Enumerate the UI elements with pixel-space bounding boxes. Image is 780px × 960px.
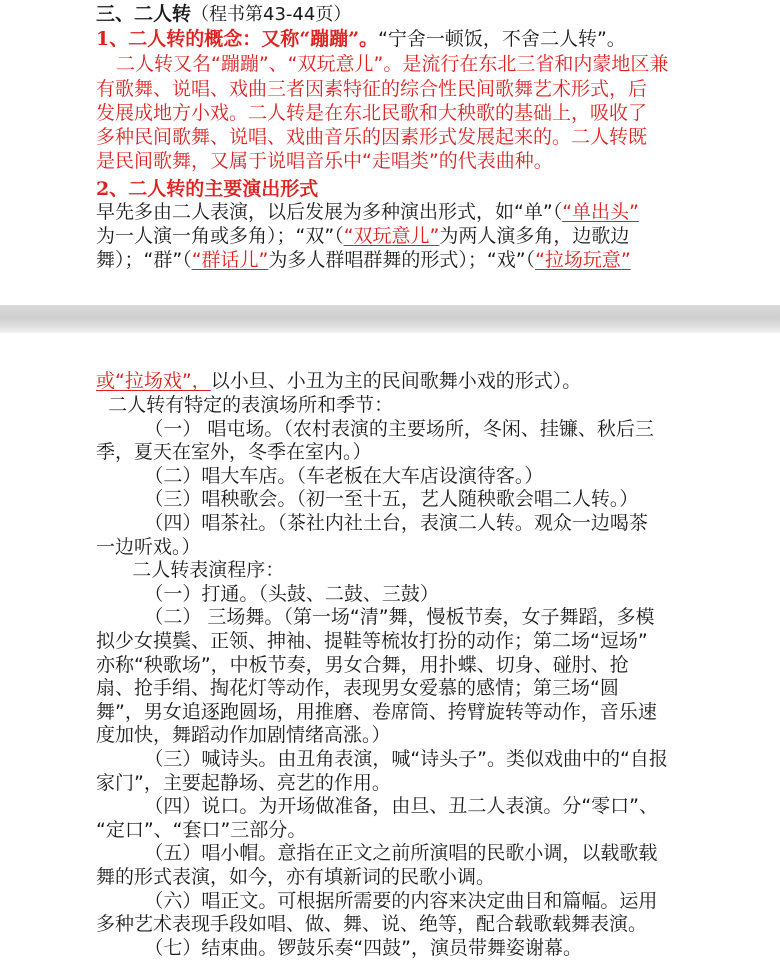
section-heading-reference: （程书第43-44页） — [191, 4, 352, 25]
body-line: （二） 三场舞。（第一场“清”舞，慢板节奏，女子舞蹈，多模 — [96, 606, 655, 629]
body-line: 舞的形式表演，如今，亦有填新词的民歌小调。 — [96, 866, 496, 888]
term-shuang-wan-yi-er: “双玩意儿” — [343, 225, 440, 247]
body-line: 多种艺术表现手段如唱、做、舞、说、绝等，配合载歌载舞表演。 — [96, 913, 648, 936]
concept-quote: “宁舍一顿饭，不舍二人转”。 — [378, 28, 626, 50]
document-page-1 — [0, 0, 780, 305]
continuation-line: 或“拉场戏”，以小旦、小丑为主的民间歌舞小戏的形式）。 — [96, 370, 582, 392]
body-line: （五）唱小帽。意指在正文之前所演唱的民歌小调，以载歌载 — [96, 842, 658, 865]
concept-title: 1、二人转的概念：又称“蹦蹦”。 — [96, 28, 379, 50]
body-line: 二人转表演程序： — [96, 559, 285, 582]
page-separator — [0, 305, 780, 333]
concept-line: 有歌舞、说唱、戏曲三者因素特征的综合性民间歌舞艺术形式，后 — [96, 78, 648, 100]
concept-title-line — [96, 27, 626, 51]
section-heading — [96, 2, 351, 26]
body-line: （一）打通。（头鼓、二鼓、三鼓） — [96, 582, 439, 605]
body-line: 度加快，舞蹈动作加剧情绪高涨。） — [96, 724, 391, 747]
body-line: （七）结束曲。锣鼓乐奏“四鼓”，演员带舞姿谢幕。 — [96, 936, 583, 959]
concept-line: 是民间歌舞，又属于说唱音乐中“走唱类”的代表曲种。 — [96, 150, 553, 172]
form-title: 2、二人转的主要演出形式 — [96, 178, 319, 200]
concept-line: 多种民间歌舞、说唱、戏曲音乐的因素形式发展起来的。二人转既 — [96, 126, 648, 148]
form-title-line — [96, 177, 318, 201]
concept-line: 二人转又名“蹦蹦”、“双玩意儿”。是流行在东北三省和内蒙地区兼 — [116, 53, 669, 75]
concept-line: 发展成地方小戏。二人转是在东北民歌和大秧歌的基础上，吸收了 — [96, 102, 648, 124]
body-line: （二）唱大车店。（车老板在大车店设演待客。） — [96, 464, 544, 487]
term-la-chang-wan-yi: “拉场玩意” — [535, 249, 631, 271]
body-line: 拟少女摸鬓、正领、抻袖、提鞋等梳妆打扮的动作；第二场“逗场” — [96, 630, 648, 652]
body-line: 二人转有特定的表演场所和季节： — [96, 394, 394, 416]
form-line: 早先多由二人表演，以后发展为多种演出形式，如“单”（“单出头” — [96, 201, 639, 223]
body-line: （四）说口。为开场做准备，由旦、丑二人表演。分“零口”、 — [96, 795, 659, 818]
term-qun-hua-er: “群话儿” — [191, 249, 269, 271]
form-line: 为一人演一角或多角）；“双”（“双玩意儿”为两人演多角，边歌边 — [96, 225, 630, 247]
body-line: 扇、抢手绢、掏花灯等动作，表现男女爱慕的感情；第三场“圆 — [96, 677, 619, 700]
section-heading-title: 三、二人转 — [96, 3, 192, 25]
body-line: “定口”、“套口”三部分。 — [96, 818, 307, 841]
body-line: （三）喊诗头。由丑角表演，喊“诗头子”。类似戏曲中的“自报 — [96, 748, 668, 770]
body-line: 舞”，男女追逐跑圆场，用推磨、卷席筒、挎臂旋转等动作，音乐速 — [96, 700, 657, 723]
body-line: 季，夏天在室外，冬季在室内。） — [96, 441, 372, 464]
form-line: 舞）；“群”（“群话儿”为多人群唱群舞的形式）；“戏”（“拉场玩意” — [96, 249, 631, 271]
term-dan-chu-tou: “单出头” — [562, 201, 639, 223]
body-line: 亦称“秧歌场”，中板节奏，男女合舞，用扑蝶、切身、碰肘、抢 — [96, 653, 629, 676]
body-line: （四）唱茶社。（茶社内社土台，表演二人转。观众一边喝茶 — [96, 512, 648, 534]
body-line: 一边听戏。） — [96, 535, 201, 558]
body-line: （一） 唱屯场。（农村表演的主要场所，冬闲、挂镰、秋后三 — [96, 417, 654, 440]
body-line: 家门”，主要起静场、亮艺的作用。 — [96, 771, 391, 794]
body-line: （三）唱秧歌会。（初一至十五，艺人随秧歌会唱二人转。） — [96, 488, 639, 511]
term-la-chang-xi: 或“拉场戏”， — [96, 370, 211, 392]
body-line: （六）唱正文。可根据所需要的内容来决定曲目和篇幅。运用 — [96, 889, 658, 912]
document-page-2 — [0, 333, 780, 959]
